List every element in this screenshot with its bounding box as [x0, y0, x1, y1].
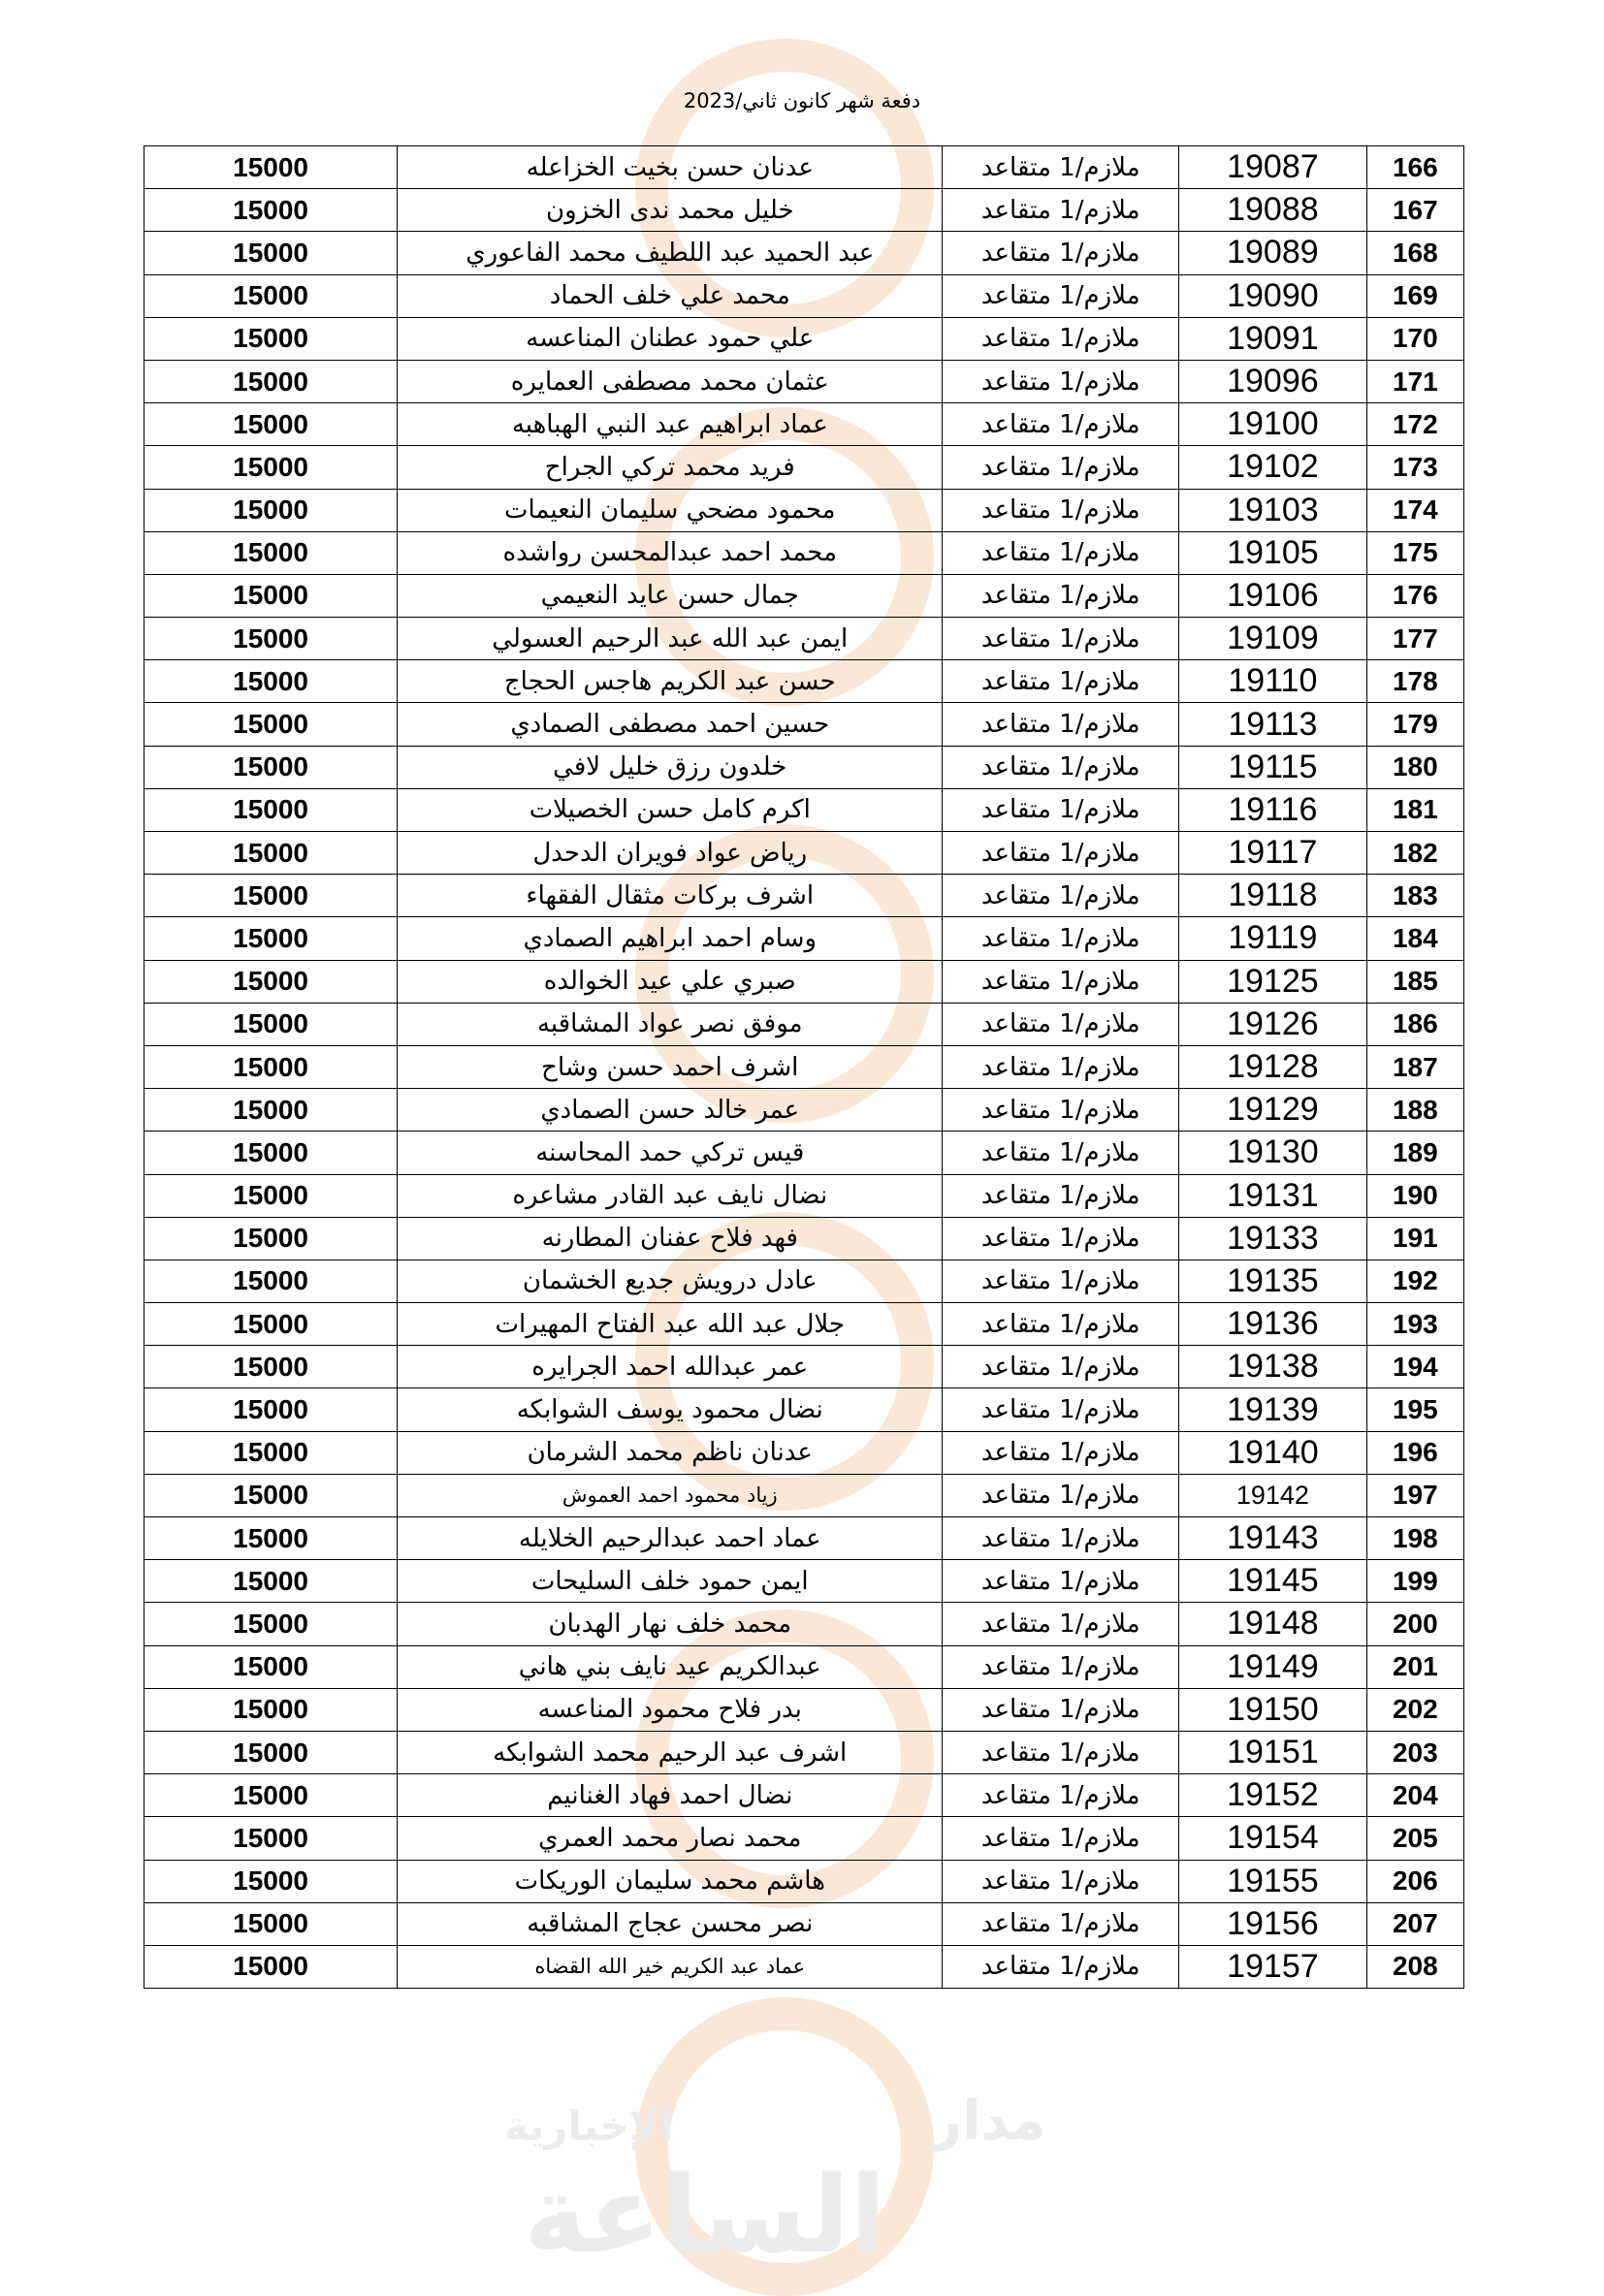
military-number-cell: 19155 — [1179, 1860, 1367, 1902]
name-cell: محمد احمد عبدالمحسن رواشده — [398, 531, 943, 574]
rank-cell: ملازم/1 متقاعد — [943, 146, 1179, 189]
serial-cell: 198 — [1366, 1517, 1463, 1560]
amount-cell: 15000 — [144, 1817, 398, 1860]
serial-cell: 196 — [1366, 1431, 1463, 1474]
military-number-cell: 19151 — [1179, 1731, 1367, 1773]
name-cell: قيس تركي حمد المحاسنه — [398, 1132, 943, 1174]
rank-cell: ملازم/1 متقاعد — [943, 1560, 1179, 1603]
rank-cell: ملازم/1 متقاعد — [943, 574, 1179, 617]
serial-cell: 197 — [1366, 1474, 1463, 1516]
serial-cell: 182 — [1366, 832, 1463, 875]
name-cell: عثمان محمد مصطفى العمايره — [398, 360, 943, 402]
rank-cell: ملازم/1 متقاعد — [943, 446, 1179, 489]
amount-cell: 15000 — [144, 317, 398, 360]
table-row — [144, 660, 1464, 703]
name-cell: محمد خلف نهار الهدبان — [398, 1603, 943, 1645]
serial-cell: 177 — [1366, 618, 1463, 660]
amount-cell: 15000 — [144, 274, 398, 317]
military-number-cell: 19090 — [1179, 274, 1367, 317]
serial-cell: 166 — [1366, 146, 1463, 189]
rank-cell: ملازم/1 متقاعد — [943, 1688, 1179, 1731]
serial-cell: 203 — [1366, 1731, 1463, 1773]
name-cell: عمر خالد حسن الصمادي — [398, 1089, 943, 1132]
table-row — [144, 531, 1464, 574]
table-row — [144, 1645, 1464, 1688]
rank-cell: ملازم/1 متقاعد — [943, 1774, 1179, 1817]
rank-cell: ملازم/1 متقاعد — [943, 1346, 1179, 1388]
table-row — [144, 1132, 1464, 1174]
rank-cell: ملازم/1 متقاعد — [943, 1645, 1179, 1688]
serial-cell: 190 — [1366, 1174, 1463, 1217]
rank-cell: ملازم/1 متقاعد — [943, 1902, 1179, 1945]
name-cell: نضال احمد فهاد الغنانيم — [398, 1774, 943, 1817]
table-row — [144, 960, 1464, 1003]
rank-cell: ملازم/1 متقاعد — [943, 1603, 1179, 1645]
serial-cell: 181 — [1366, 788, 1463, 831]
table-row — [144, 1860, 1464, 1902]
table-row — [144, 618, 1464, 660]
amount-cell: 15000 — [144, 489, 398, 531]
amount-cell: 15000 — [144, 446, 398, 489]
amount-cell: 15000 — [144, 1260, 398, 1302]
military-number-cell: 19100 — [1179, 403, 1367, 446]
rank-cell: ملازم/1 متقاعد — [943, 317, 1179, 360]
amount-cell: 15000 — [144, 531, 398, 574]
rank-cell: ملازم/1 متقاعد — [943, 875, 1179, 917]
military-number-cell: 19145 — [1179, 1560, 1367, 1603]
military-number-cell: 19096 — [1179, 360, 1367, 402]
table-row — [144, 1217, 1464, 1260]
military-number-cell: 19152 — [1179, 1774, 1367, 1817]
name-cell: جلال عبد الله عبد الفتاح المهيرات — [398, 1303, 943, 1346]
serial-cell: 168 — [1366, 232, 1463, 274]
table-row — [144, 146, 1464, 189]
military-number-cell: 19138 — [1179, 1346, 1367, 1388]
table-row — [144, 403, 1464, 446]
watermark-brand: مدار — [931, 2089, 1046, 2152]
amount-cell: 15000 — [144, 1645, 398, 1688]
serial-cell: 205 — [1366, 1817, 1463, 1860]
serial-cell: 171 — [1366, 360, 1463, 402]
rank-cell: ملازم/1 متقاعد — [943, 1260, 1179, 1302]
rank-cell: ملازم/1 متقاعد — [943, 1174, 1179, 1217]
amount-cell: 15000 — [144, 1517, 398, 1560]
table-row — [144, 788, 1464, 831]
table-row — [144, 1774, 1464, 1817]
serial-cell: 179 — [1366, 703, 1463, 746]
amount-cell: 15000 — [144, 232, 398, 274]
military-number-cell: 19116 — [1179, 788, 1367, 831]
table-row — [144, 703, 1464, 746]
table-row — [144, 232, 1464, 274]
table-row — [144, 1260, 1464, 1302]
serial-cell: 201 — [1366, 1645, 1463, 1688]
rank-cell: ملازم/1 متقاعد — [943, 1945, 1179, 1988]
rank-cell: ملازم/1 متقاعد — [943, 1045, 1179, 1088]
rank-cell: ملازم/1 متقاعد — [943, 917, 1179, 960]
table-row — [144, 360, 1464, 402]
name-cell: هاشم محمد سليمان الوريكات — [398, 1860, 943, 1902]
table-row — [144, 489, 1464, 531]
name-cell: صبري علي عيد الخوالده — [398, 960, 943, 1003]
table-row — [144, 446, 1464, 489]
name-cell: زياد محمود احمد العموش — [398, 1474, 943, 1516]
serial-cell: 192 — [1366, 1260, 1463, 1302]
serial-cell: 186 — [1366, 1003, 1463, 1045]
military-number-cell: 19148 — [1179, 1603, 1367, 1645]
rank-cell: ملازم/1 متقاعد — [943, 1217, 1179, 1260]
table-row — [144, 1902, 1464, 1945]
table-row — [144, 1817, 1464, 1860]
name-cell: عماد ابراهيم عبد النبي الهباهبه — [398, 403, 943, 446]
table-row — [144, 1388, 1464, 1431]
table-row — [144, 1303, 1464, 1346]
name-cell: عبد الحميد عبد اللطيف محمد الفاعوري — [398, 232, 943, 274]
military-number-cell: 19103 — [1179, 489, 1367, 531]
name-cell: نصر محسن عجاج المشاقبه — [398, 1902, 943, 1945]
amount-cell: 15000 — [144, 1089, 398, 1132]
table-row — [144, 1474, 1464, 1516]
table-row — [144, 1174, 1464, 1217]
amount-cell: 15000 — [144, 660, 398, 703]
rank-cell: ملازم/1 متقاعد — [943, 1731, 1179, 1773]
amount-cell: 15000 — [144, 360, 398, 402]
rank-cell: ملازم/1 متقاعد — [943, 1132, 1179, 1174]
military-number-cell: 19117 — [1179, 832, 1367, 875]
name-cell: عماد احمد عبدالرحيم الخلايله — [398, 1517, 943, 1560]
name-cell: اشرف بركات مثقال الفقهاء — [398, 875, 943, 917]
name-cell: عمر عبدالله احمد الجرايره — [398, 1346, 943, 1388]
amount-cell: 15000 — [144, 1688, 398, 1731]
serial-cell: 195 — [1366, 1388, 1463, 1431]
serial-cell: 189 — [1366, 1132, 1463, 1174]
table-row — [144, 1688, 1464, 1731]
military-number-cell: 19142 — [1179, 1474, 1367, 1516]
amount-cell: 15000 — [144, 1217, 398, 1260]
military-number-cell: 19088 — [1179, 189, 1367, 232]
rank-cell: ملازم/1 متقاعد — [943, 1089, 1179, 1132]
military-number-cell: 19087 — [1179, 146, 1367, 189]
amount-cell: 15000 — [144, 1346, 398, 1388]
serial-cell: 193 — [1366, 1303, 1463, 1346]
table-row — [144, 832, 1464, 875]
table-row — [144, 317, 1464, 360]
serial-cell: 187 — [1366, 1045, 1463, 1088]
rank-cell: ملازم/1 متقاعد — [943, 489, 1179, 531]
name-cell: علي حمود عطنان المناعسه — [398, 317, 943, 360]
name-cell: نضال نايف عبد القادر مشاعره — [398, 1174, 943, 1217]
amount-cell: 15000 — [144, 1774, 398, 1817]
table-row — [144, 746, 1464, 788]
serial-cell: 174 — [1366, 489, 1463, 531]
rank-cell: ملازم/1 متقاعد — [943, 360, 1179, 402]
military-number-cell: 19129 — [1179, 1089, 1367, 1132]
name-cell: عدنان ناظم محمد الشرمان — [398, 1431, 943, 1474]
name-cell: وسام احمد ابراهيم الصمادي — [398, 917, 943, 960]
military-number-cell: 19154 — [1179, 1817, 1367, 1860]
table-row — [144, 1731, 1464, 1773]
rank-cell: ملازم/1 متقاعد — [943, 403, 1179, 446]
rank-cell: ملازم/1 متقاعد — [943, 189, 1179, 232]
table-row — [144, 1089, 1464, 1132]
serial-cell: 183 — [1366, 875, 1463, 917]
name-cell: جمال حسن عايد النعيمي — [398, 574, 943, 617]
amount-cell: 15000 — [144, 618, 398, 660]
military-number-cell: 19139 — [1179, 1388, 1367, 1431]
rank-cell: ملازم/1 متقاعد — [943, 832, 1179, 875]
name-cell: عبدالكريم عيد نايف بني هاني — [398, 1645, 943, 1688]
military-number-cell: 19131 — [1179, 1174, 1367, 1217]
name-cell: ايمن حمود خلف السليحات — [398, 1560, 943, 1603]
table-row — [144, 1517, 1464, 1560]
serial-cell: 208 — [1366, 1945, 1463, 1988]
name-cell: حسين احمد مصطفى الصمادي — [398, 703, 943, 746]
military-number-cell: 19133 — [1179, 1217, 1367, 1260]
serial-cell: 172 — [1366, 403, 1463, 446]
serial-cell: 191 — [1366, 1217, 1463, 1260]
rank-cell: ملازم/1 متقاعد — [943, 1474, 1179, 1516]
name-cell: محمود مضحي سليمان النعيمات — [398, 489, 943, 531]
name-cell: ايمن عبد الله عبد الرحيم العسولي — [398, 618, 943, 660]
name-cell: حسن عبد الكريم هاجس الحجاج — [398, 660, 943, 703]
amount-cell: 15000 — [144, 1731, 398, 1773]
serial-cell: 202 — [1366, 1688, 1463, 1731]
table-row — [144, 1945, 1464, 1988]
military-number-cell: 19149 — [1179, 1645, 1367, 1688]
military-number-cell: 19143 — [1179, 1517, 1367, 1560]
military-number-cell: 19110 — [1179, 660, 1367, 703]
military-number-cell: 19128 — [1179, 1045, 1367, 1088]
amount-cell: 15000 — [144, 703, 398, 746]
amount-cell: 15000 — [144, 875, 398, 917]
amount-cell: 15000 — [144, 1474, 398, 1516]
military-number-cell: 19136 — [1179, 1303, 1367, 1346]
amount-cell: 15000 — [144, 832, 398, 875]
amount-cell: 15000 — [144, 1902, 398, 1945]
military-number-cell: 19130 — [1179, 1132, 1367, 1174]
rank-cell: ملازم/1 متقاعد — [943, 1860, 1179, 1902]
table-row — [144, 1560, 1464, 1603]
name-cell: اشرف احمد حسن وشاح — [398, 1045, 943, 1088]
amount-cell: 15000 — [144, 1860, 398, 1902]
amount-cell: 15000 — [144, 1303, 398, 1346]
amount-cell: 15000 — [144, 1003, 398, 1045]
military-number-cell: 19109 — [1179, 618, 1367, 660]
serial-cell: 194 — [1366, 1346, 1463, 1388]
table-row — [144, 189, 1464, 232]
name-cell: بدر فلاح محمود المناعسه — [398, 1688, 943, 1731]
military-number-cell: 19156 — [1179, 1902, 1367, 1945]
amount-cell: 15000 — [144, 788, 398, 831]
name-cell: اشرف عبد الرحيم محمد الشوابكه — [398, 1731, 943, 1773]
rank-cell: ملازم/1 متقاعد — [943, 1817, 1179, 1860]
serial-cell: 207 — [1366, 1902, 1463, 1945]
rank-cell: ملازم/1 متقاعد — [943, 1431, 1179, 1474]
serial-cell: 170 — [1366, 317, 1463, 360]
amount-cell: 15000 — [144, 917, 398, 960]
name-cell: محمد نصار محمد العمري — [398, 1817, 943, 1860]
serial-cell: 167 — [1366, 189, 1463, 232]
name-cell: موفق نصر عواد المشاقبه — [398, 1003, 943, 1045]
rank-cell: ملازم/1 متقاعد — [943, 960, 1179, 1003]
military-number-cell: 19115 — [1179, 746, 1367, 788]
name-cell: محمد علي خلف الحماد — [398, 274, 943, 317]
serial-cell: 173 — [1366, 446, 1463, 489]
rank-cell: ملازم/1 متقاعد — [943, 1003, 1179, 1045]
amount-cell: 15000 — [144, 146, 398, 189]
military-number-cell: 19091 — [1179, 317, 1367, 360]
name-cell: اكرم كامل حسن الخصيلات — [398, 788, 943, 831]
military-number-cell: 19102 — [1179, 446, 1367, 489]
amount-cell: 15000 — [144, 574, 398, 617]
military-number-cell: 19106 — [1179, 574, 1367, 617]
rank-cell: ملازم/1 متقاعد — [943, 618, 1179, 660]
name-cell: خليل محمد ندى الخزون — [398, 189, 943, 232]
rank-cell: ملازم/1 متقاعد — [943, 746, 1179, 788]
rank-cell: ملازم/1 متقاعد — [943, 1303, 1179, 1346]
serial-cell: 199 — [1366, 1560, 1463, 1603]
table-row — [144, 1003, 1464, 1045]
serial-cell: 178 — [1366, 660, 1463, 703]
serial-cell: 206 — [1366, 1860, 1463, 1902]
name-cell: خلدون رزق خليل لافي — [398, 746, 943, 788]
rank-cell: ملازم/1 متقاعد — [943, 232, 1179, 274]
serial-cell: 204 — [1366, 1774, 1463, 1817]
amount-cell: 15000 — [144, 1603, 398, 1645]
rank-cell: ملازم/1 متقاعد — [943, 1517, 1179, 1560]
serial-cell: 200 — [1366, 1603, 1463, 1645]
amount-cell: 15000 — [144, 189, 398, 232]
serial-cell: 188 — [1366, 1089, 1463, 1132]
amount-cell: 15000 — [144, 1174, 398, 1217]
amount-cell: 15000 — [144, 1945, 398, 1988]
name-cell: نضال محمود يوسف الشوابكه — [398, 1388, 943, 1431]
watermark-word: الساعة — [524, 2152, 887, 2277]
military-number-cell: 19157 — [1179, 1945, 1367, 1988]
rank-cell: ملازم/1 متقاعد — [943, 660, 1179, 703]
amount-cell: 15000 — [144, 960, 398, 1003]
serial-cell: 175 — [1366, 531, 1463, 574]
table-row — [144, 574, 1464, 617]
page-title: دفعة شهر كانون ثاني/2023 — [683, 89, 921, 112]
name-cell: عدنان حسن بخيت الخزاعله — [398, 146, 943, 189]
serial-cell: 185 — [1366, 960, 1463, 1003]
amount-cell: 15000 — [144, 1560, 398, 1603]
name-cell: فهد فلاح عفنان المطارنه — [398, 1217, 943, 1260]
name-cell: فريد محمد تركي الجراح — [398, 446, 943, 489]
table-row — [144, 875, 1464, 917]
table-row — [144, 1045, 1464, 1088]
name-cell: عادل درويش جديع الخشمان — [398, 1260, 943, 1302]
military-number-cell: 19135 — [1179, 1260, 1367, 1302]
military-number-cell: 19119 — [1179, 917, 1367, 960]
serial-cell: 176 — [1366, 574, 1463, 617]
amount-cell: 15000 — [144, 403, 398, 446]
name-cell: رياض عواد فويران الدحدل — [398, 832, 943, 875]
rank-cell: ملازم/1 متقاعد — [943, 703, 1179, 746]
rank-cell: ملازم/1 متقاعد — [943, 274, 1179, 317]
table-row — [144, 1603, 1464, 1645]
military-number-cell: 19125 — [1179, 960, 1367, 1003]
military-number-cell: 19150 — [1179, 1688, 1367, 1731]
serial-cell: 180 — [1366, 746, 1463, 788]
rank-cell: ملازم/1 متقاعد — [943, 788, 1179, 831]
rank-cell: ملازم/1 متقاعد — [943, 531, 1179, 574]
military-number-cell: 19118 — [1179, 875, 1367, 917]
amount-cell: 15000 — [144, 1431, 398, 1474]
payment-table-body — [144, 146, 1464, 1989]
military-number-cell: 19126 — [1179, 1003, 1367, 1045]
amount-cell: 15000 — [144, 1045, 398, 1088]
amount-cell: 15000 — [144, 1388, 398, 1431]
name-cell: عماد عبد الكريم خير الله القضاه — [398, 1945, 943, 1988]
military-number-cell: 19113 — [1179, 703, 1367, 746]
watermark-subtitle: الإخبارية — [504, 2102, 674, 2150]
serial-cell: 184 — [1366, 917, 1463, 960]
payment-table — [144, 145, 1464, 1989]
military-number-cell: 19105 — [1179, 531, 1367, 574]
amount-cell: 15000 — [144, 746, 398, 788]
rank-cell: ملازم/1 متقاعد — [943, 1388, 1179, 1431]
military-number-cell: 19140 — [1179, 1431, 1367, 1474]
table-row — [144, 917, 1464, 960]
amount-cell: 15000 — [144, 1132, 398, 1174]
military-number-cell: 19089 — [1179, 232, 1367, 274]
table-row — [144, 1346, 1464, 1388]
serial-cell: 169 — [1366, 274, 1463, 317]
table-row — [144, 1431, 1464, 1474]
table-row — [144, 274, 1464, 317]
